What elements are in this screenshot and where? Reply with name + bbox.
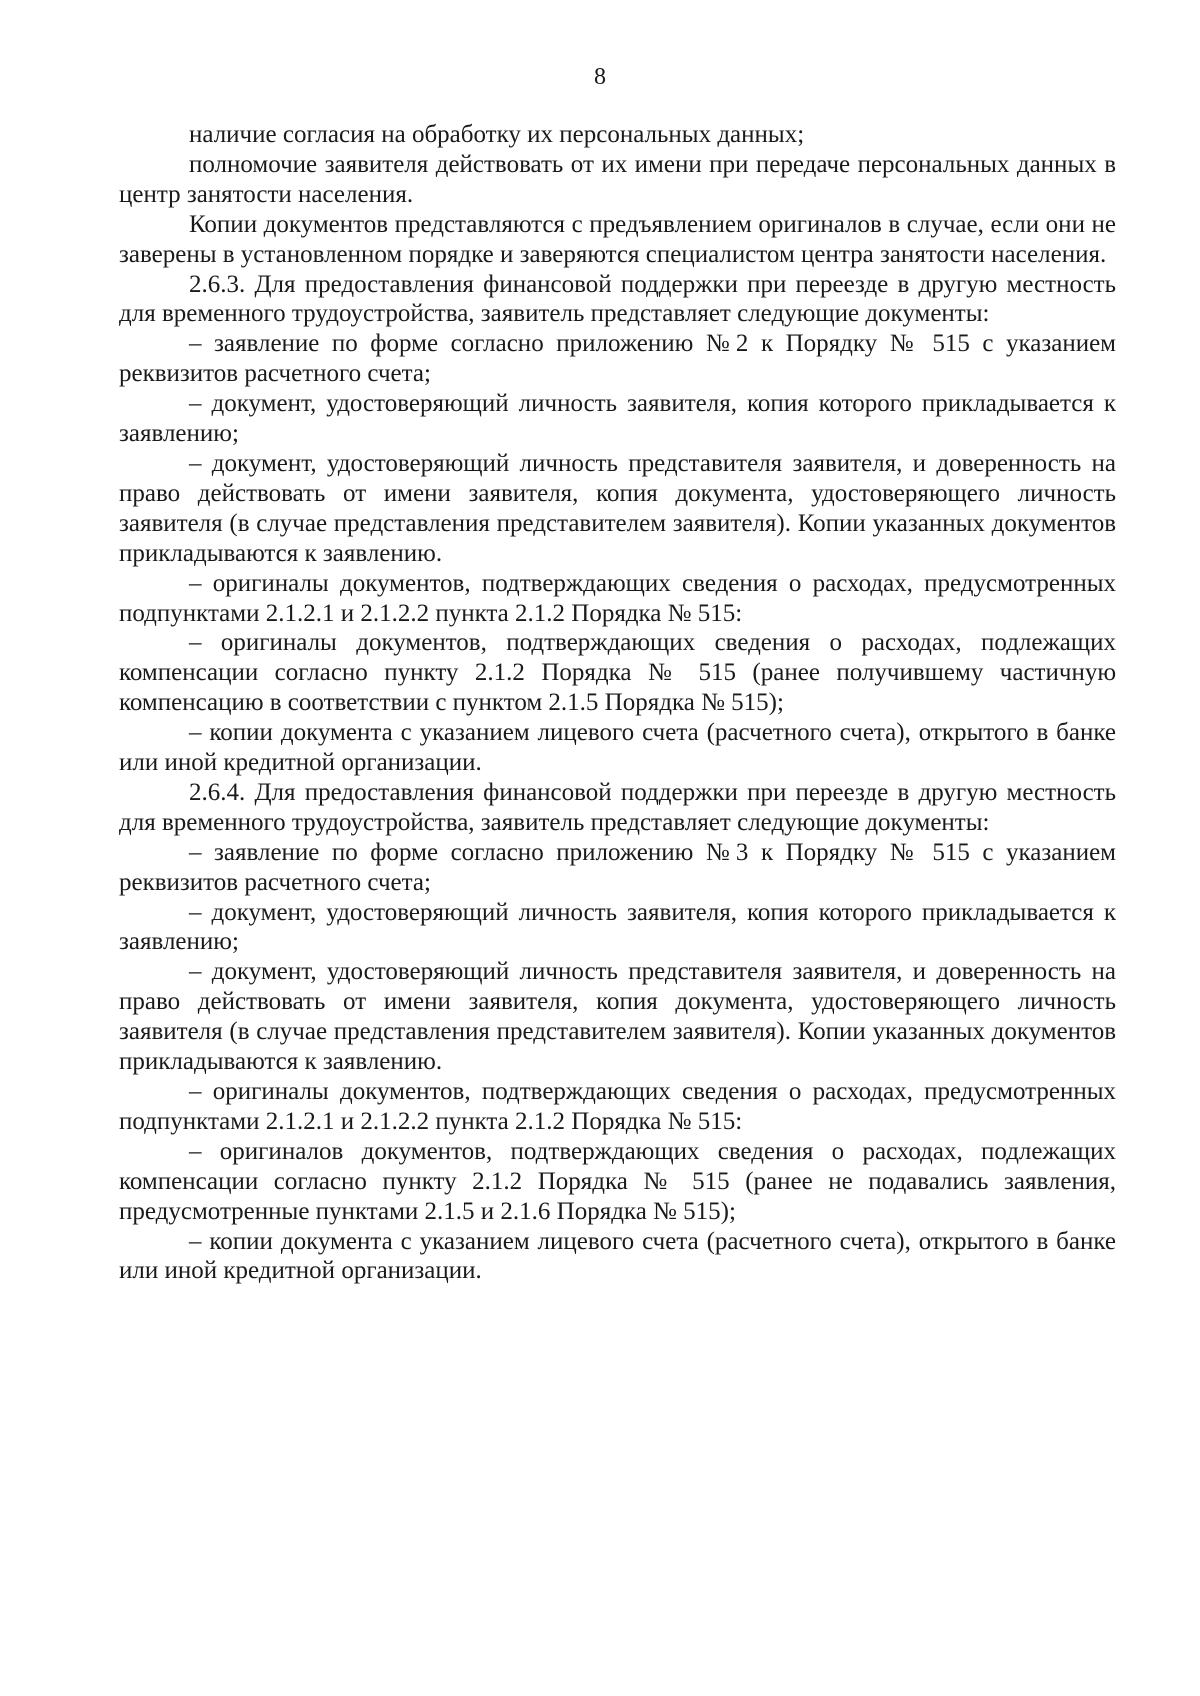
list-item-application-2: – заявление по форме согласно приложению №2 к Порядку № 515 с указанием реквизитов расчетного счета;: [119, 330, 1116, 388]
document-body: [119, 120, 1116, 1286]
list-item-compensation-originals: – оригиналы документов, подтверждающих сведения о расходах, подлежащих компенсации согласно пункту 2.1.2 Порядка № 515 (ранее получившему частичную компенсацию в соответствии с пунктом 2.1.5 Порядка № 515);: [119, 629, 1116, 717]
paragraph-section-2-6-4: 2.6.4. Для предоставления финансовой поддержки при переезде в другую местность для временного трудоустройства, заявитель представляет следующие документы:: [119, 778, 1116, 836]
list-item-application-3: – заявление по форме согласно приложению №3 к Порядку № 515 с указанием реквизитов расчетного счета;: [119, 838, 1116, 896]
list-item-representative-document: – документ, удостоверяющий личность представителя заявителя, и доверенность на право действовать от имени заявителя, копия документа, удостоверяющего личность заявителя (в случае представления представителем заявителя). Копии указанных документов прикладываются к заявлению.: [119, 958, 1116, 1076]
paragraph-copies: Копии документов представляются с предъявлением оригиналов в случае, если они не заверены в установленном порядке и заверяются специалистом центра занятости населения.: [119, 210, 1116, 268]
paragraph-consent: наличие согласия на обработку их персональных данных;: [189, 121, 805, 148]
paragraph-section-2-6-3: 2.6.3. Для предоставления финансовой поддержки при переезде в другую местность для временного трудоустройства, заявитель представляет следующие документы:: [119, 270, 1116, 328]
list-item-representative-document: – документ, удостоверяющий личность представителя заявителя, и доверенность на право действовать от имени заявителя, копия документа, удостоверяющего личность заявителя (в случае представления представителем заявителя). Копии указанных документов прикладываются к заявлению.: [119, 449, 1116, 567]
list-item-identity-document: – документ, удостоверяющий личность заявителя, копия которого прикладывается к заявлению;: [119, 898, 1116, 956]
page-number: 8: [594, 64, 606, 90]
list-item-account-copy: – копии документа с указанием лицевого счета (расчетного счета), открытого в банке или иной кредитной организации.: [119, 719, 1116, 777]
list-item-account-copy: – копии документа с указанием лицевого счета (расчетного счета), открытого в банке или иной кредитной организации.: [119, 1227, 1116, 1285]
list-item-expense-originals: – оригиналы документов, подтверждающих сведения о расходах, предусмотренных подпунктами 2.1.2.1 и 2.1.2.2 пункта 2.1.2 Порядка № 515:: [119, 569, 1116, 627]
list-item-compensation-originals: – оригиналов документов, подтверждающих сведения о расходах, подлежащих компенсации согласно пункту 2.1.2 Порядка № 515 (ранее не подавались заявления, предусмотренные пунктами 2.1.5 и 2.1.6 Порядка № 515);: [119, 1137, 1116, 1225]
list-item-identity-document: – документ, удостоверяющий личность заявителя, копия которого прикладывается к заявлению;: [119, 390, 1116, 448]
list-item-expense-originals: – оригиналы документов, подтверждающих сведения о расходах, предусмотренных подпунктами 2.1.2.1 и 2.1.2.2 пункта 2.1.2 Порядка № 515:: [119, 1078, 1116, 1135]
paragraph-authority: полномочие заявителя действовать от их имени при передаче персональных данных в центр занятости населения.: [119, 150, 1116, 208]
